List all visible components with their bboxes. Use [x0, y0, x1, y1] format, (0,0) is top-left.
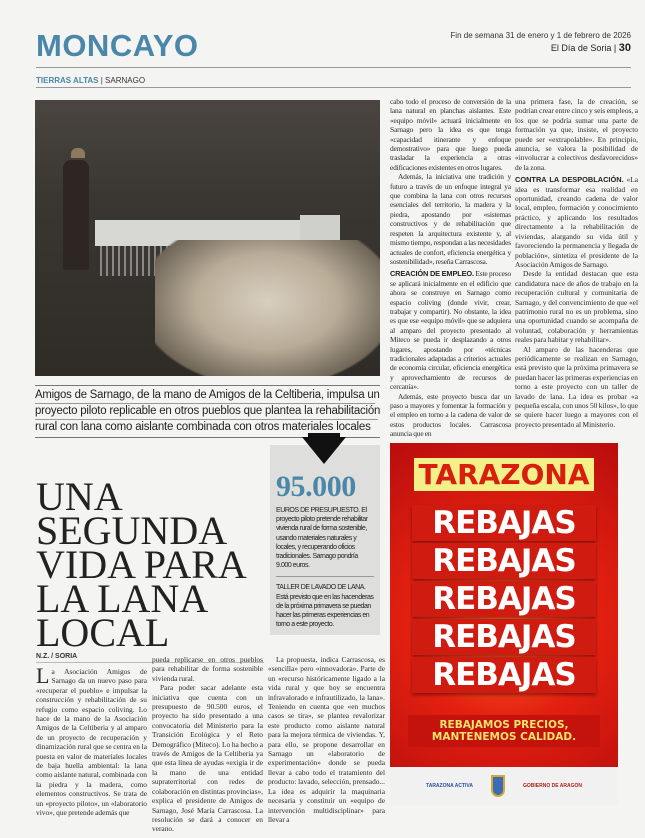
- paragraph-text: a Asociación Amigos de Sarnago da un nuevo paso para «recuperar el pueblo» e impulsar la construcción y rehabilitación de su refugio como espacio coliving. Lo hace de la mano de la Asociación Amigos de la Celtiberia y al amparo de un proyecto de recuperación y dinamización rural que se centra en la puesta en valor de materiales locales de baja huella ambiental: la lana como aislante natural, combinada con la piedra y la madera, como elementos constructivos. Se trata de un «proyecto piloto», un «laboratorio vivo», que pretende además que: [36, 667, 147, 818]
- paragraph: [390, 269, 511, 391]
- ad-title: TARAZONA: [414, 458, 594, 491]
- subheading: CONTRA LA DESPOBLACIÓN.: [515, 175, 624, 185]
- divider: [276, 576, 374, 577]
- deck-line: Amigos de Sarnago, de la mano de Amigos de la Celtiberia, impulsa un: [35, 388, 375, 404]
- article-column-2: [152, 655, 263, 834]
- drop-cap: L: [36, 663, 50, 688]
- paragraph: Además, este proyecto busca dar un paso a mayores y fomentar la formación y el empleo en torno a la cadena de valor de estos productos locales. Carrascosa anuncia que en: [390, 391, 511, 439]
- tarazona-sales-ad[interactable]: [390, 443, 618, 805]
- paragraph: [36, 663, 147, 818]
- article-column-5: [515, 97, 638, 429]
- issue-date: Fin de semana 31 de enero y 1 de febrero de 2026: [450, 31, 631, 40]
- sidebar-item: [276, 506, 374, 570]
- paper-title: El Día de Soria: [550, 43, 612, 53]
- subheading: CREACIÓN DE EMPLEO.: [390, 269, 474, 279]
- article-column-1: [36, 663, 147, 818]
- ad-word: REBAJAS: [412, 505, 596, 541]
- section-title: MONCAYO: [36, 28, 199, 63]
- ad-word: REBAJAS: [412, 543, 596, 579]
- header-rule: [36, 67, 631, 68]
- ad-slogan: [408, 715, 600, 747]
- paragraph-text: «La idea es transformar esa realidad en oportunidad, creando cadena de valor local, empleo, formación y conocimiento práctico, y aplicando los resultados directamente a la rehabilitación de viviendas, alargando su vida útil y favoreciendo la permanencia y llegada de población», sintetiza el presidente de la Asociación Amigos de Sarnago.: [515, 175, 638, 269]
- paragraph: una primera fase, la de creación, se podrían crear entre cinco y seis empleos, a los que se podría sumar una parte de formación ya que, insiste, el proyecto puede ser «extrapolable». En principio, anuncia, se valora la posibilidad de «involucrar a colectivos desfavorecidos» de la zona.: [515, 97, 638, 172]
- deck-line: rural con lana como aislante combinada con otros materiales locales: [35, 421, 371, 433]
- kicker-rule: [36, 87, 631, 88]
- paragraph-text: Este proceso se aplicará inicialmente en el edificio que ahora se construye en Sarnago como espacio coliving (donde vivir, crear, trabajar y compartir). No obstante, la idea es que ese «equipo móvil» que se adquiera al amparo del proyecto presentado al Miteco se pueda ir desplazando a otros lugares, apostando por «técnicas tradicionales adaptadas a criterios actuales de economía circular, eficiencia energética y aprovechamiento de recursos de cercanía».: [390, 269, 511, 392]
- page-number: 30: [618, 42, 631, 54]
- kicker: TIERRAS ALTAS | SARNAGO: [36, 76, 146, 85]
- article-column-4: [390, 97, 511, 439]
- ad-sponsor-logos: [390, 767, 618, 805]
- paragraph: Al amparo de las hacenderas que periódicamente se realizan en Sarnago, está previsto que la próxima primavera se puedan hacer las primeras experiencias en torno a este proyecto con un taller de lavado de lana. La idea es probar «a pequeña escala, con unos 50 kilos», lo que se quiere hacer luego a mayores con el proyecto presentado al Ministerio.: [515, 344, 639, 429]
- sidebar-item-text: El proyecto piloto pretende rehabilitar vivienda rural de forma sostenible, usando materiales naturales y locales, y recuperando oficios tradicionales. Sarnago pondría 9.000 euros.: [276, 507, 368, 570]
- sidebar-item-title: TALLER DE LAVADO DE LANA.: [276, 584, 366, 592]
- gobierno-aragon-logo: GOBIERNO DE ARAGON: [522, 783, 582, 789]
- kicker-place: SARNAGO: [105, 76, 146, 85]
- paper-name: El Día de Soria | 30: [550, 42, 631, 54]
- coat-of-arms-icon: [491, 775, 505, 797]
- slogan-line: REBAJAMOS PRECIOS,: [439, 719, 569, 731]
- sidebar-item: [276, 583, 374, 629]
- slogan-line: MANTENEMOS CALIDAD.: [431, 731, 577, 743]
- sidebar-item-title: EUROS DE PRESUPUESTO.: [276, 507, 360, 514]
- sidebar-box: [270, 445, 380, 635]
- arrow-down-icon: [302, 437, 346, 464]
- paragraph: Además, la iniciativa une tradición y futuro a través de un enfoque integral ya que combina la lana con otros recursos esenciales del territorio, la madera y la piedra, apostando por «sistemas constructivos y de rehabilitación que respeten la arquitectura existente y, al mismo tiempo, respondan a las necesidades actuales de confort, eficiencia energética y sostenibilidad», reseña Carrascosa.: [390, 172, 511, 266]
- kicker-category: TIERRAS ALTAS: [36, 76, 99, 85]
- article-deck: [35, 385, 380, 438]
- paragraph: [515, 175, 638, 269]
- paragraph: Para poder sacar adelante esta iniciativa que cuenta con un presupuesto de 90.500 euros, el proyecto ha sido presentado a una convocatoria del Ministerio para la Transición Ecológica y el Reto Demográfico (Miteco). Lo ha hecho a través de Amigos de la Celtiberia ya que esta línea de ayudas «exigía ir de la mano de una entidad supraterritorial con redes de colaboración en distintas provincias», explica el presidente de Amigos de Sarnago, José María Carrascosa. La resolución se dará a conocer en verano.: [152, 683, 263, 834]
- wool-barn-photo: [35, 100, 380, 376]
- paragraph: pueda replicarse en otros pueblos para rehabilitar de forma sostenible vivienda rural.: [152, 655, 263, 683]
- article-headline: UNA SEGUNDA VIDA PARA LA LANA LOCAL: [36, 474, 245, 655]
- byline: N.Z. / SORIA: [36, 653, 78, 660]
- ad-word: REBAJAS: [412, 657, 596, 693]
- paragraph: Desde la entidad destacan que esta candidatura nace de años de trabajo en la recuperación cultural y comunitaria de Sarnago, y del convencimiento de que «el patrimonio rural no es un problema, sino una oportunidad cuando se acompaña de voluntad, colaboración y herramientas reales para habitar y rehabilitar».: [515, 269, 638, 345]
- ad-word: REBAJAS: [412, 619, 596, 655]
- tarazona-activa-logo: TARAZONA ACTIVA: [426, 783, 473, 789]
- article-column-3: [268, 655, 385, 824]
- deck-line: proyecto piloto replicable en otros pueblos que plantea la rehabilitación: [35, 404, 378, 420]
- paragraph: La propuesta, indica Carrascosa, es «sencilla» pero «innovadora». Parte de un «recurso históricamente ligado a la vida rural y que hoy se encuentra infravalorado e infrautilizado, la lana». Teniendo en cuenta que «en muchos casos se tira», se plantea revalorizar este producto como aislante natural para la mejora térmica de viviendas. Y, para ello, se propone desarrollar en Sarnago un «laboratorio de experimentación» donde se pueda llevar a cabo todo el tratamiento del producto: lavado, selección, prensado... La idea es adquirir la maquinaria necesaria y constituir un «equipo de intervención multidisciplinar» para llevar a: [268, 655, 385, 824]
- paragraph: cabo todo el proceso de conversión de la lana natural en planchas aislantes. Este «equipo móvil» actuará inicialmente en Sarnago pero la idea es que tenga «capacidad itinerante y enfoque demostrativo» para que luego pueda trasladar la experiencia a otras edificaciones existentes en otros lugares.: [390, 97, 511, 172]
- ad-word: REBAJAS: [412, 581, 596, 617]
- budget-figure: 95.000: [276, 470, 356, 503]
- sidebar-item-text: Está previsto que en las hacenderas de la próxima primavera se puedan hacer las primeras experiencias en torno a este proyecto.: [276, 593, 374, 629]
